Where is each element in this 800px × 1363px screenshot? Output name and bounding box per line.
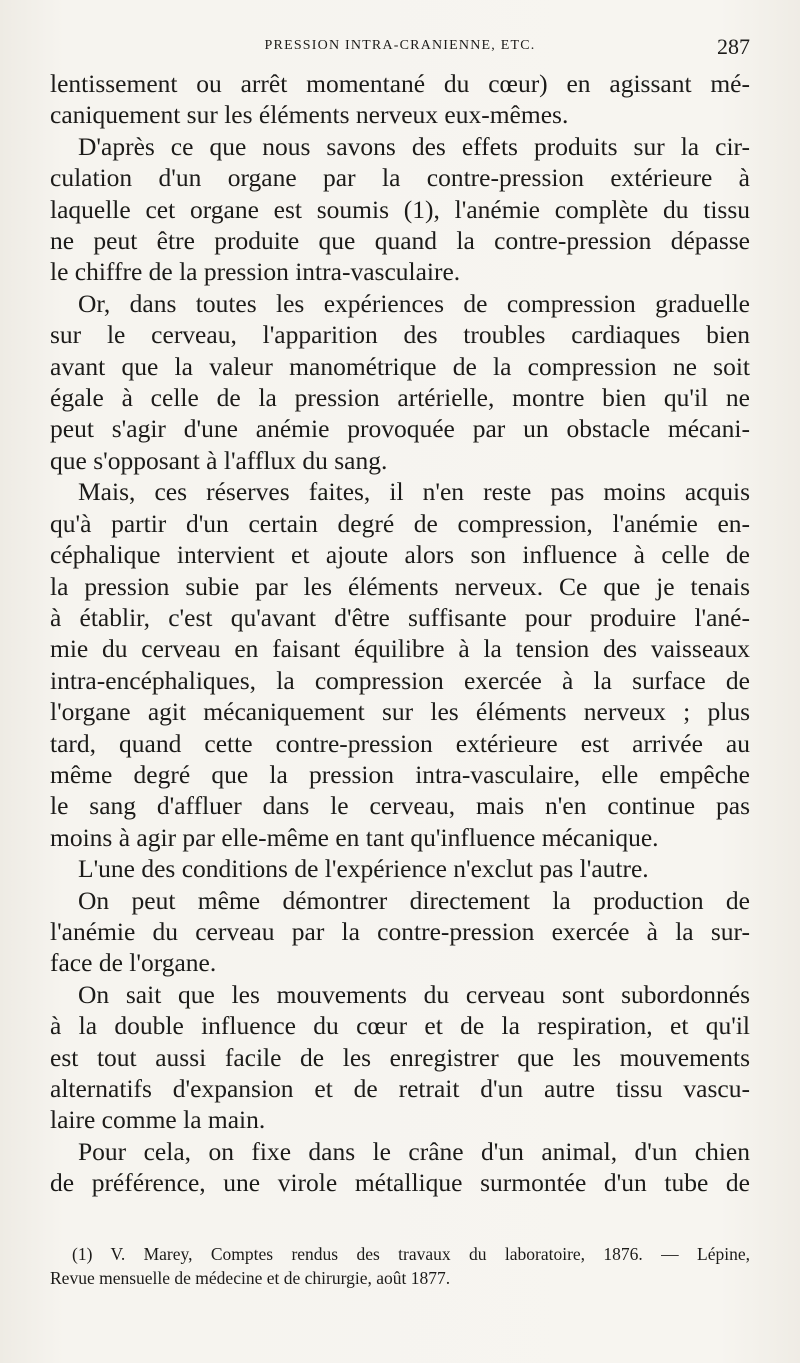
text-line: l'anémie du cerveau par la contre-pression exercée à la sur- (50, 916, 750, 946)
text-line: laquelle cet organe est soumis (1), l'anémie complète du tissu (50, 194, 750, 224)
text-line: face de l'organe. (50, 948, 217, 978)
text-line: l'organe agit mécaniquement sur les éléments nerveux ; plus (50, 697, 750, 727)
text-line: intra-encéphaliques, la compression exercée à la surface de (50, 665, 750, 695)
body-text (50, 68, 750, 1199)
text-line: est tout aussi facile de les enregistrer que les mouvements (50, 1042, 750, 1072)
text-line: D'après ce que nous savons des effets produits sur la cir- (78, 131, 750, 161)
text-line: laire comme la main. (50, 1105, 266, 1135)
text-line: que s'opposant à l'afflux du sang. (50, 445, 388, 475)
text-line: On sait que les mouvements du cerveau sont subordonnés (78, 979, 750, 1009)
text-line: égale à celle de la pression artérielle, montre bien qu'il ne (50, 383, 750, 413)
text-line: caniquement sur les éléments nerveux eux-mêmes. (50, 100, 569, 130)
text-line: tard, quand cette contre-pression extérieure est arrivée au (50, 728, 750, 758)
text-line: qu'à partir d'un certain degré de compression, l'anémie en- (50, 508, 750, 538)
text-line: ne peut être produite que quand la contre-pression dépasse (50, 226, 750, 256)
text-line: Or, dans toutes les expériences de compression graduelle (78, 288, 750, 318)
text-line: à la double influence du cœur et de la respiration, et qu'il (50, 1011, 750, 1041)
text-line: L'une des conditions de l'expérience n'exclut pas l'autre. (78, 854, 649, 884)
text-line: céphalique intervient et ajoute alors son influence à celle de (50, 540, 750, 570)
text-line: avant que la valeur manométrique de la compression ne soit (50, 351, 750, 381)
text-line: à établir, c'est qu'avant d'être suffisante pour produire l'ané- (50, 602, 750, 632)
text-line: le chiffre de la pression intra-vasculaire. (50, 257, 461, 287)
text-line: alternatifs d'expansion et de retrait d'un autre tissu vascu- (50, 1074, 750, 1103)
text-line: lentissement ou arrêt momentané du cœur) en agissant mé- (50, 69, 750, 98)
footnote (50, 1242, 750, 1290)
text-line: le sang d'affluer dans le cerveau, mais n'en continue pas (50, 791, 750, 821)
page-number: 287 (717, 34, 750, 59)
footnote-line: Revue mensuelle de médecine et de chirurgie, août 1877. (50, 1268, 451, 1288)
text-line: On peut même démontrer directement la production de (78, 885, 750, 915)
text-line: culation d'un organe par la contre-pression extérieure à (50, 163, 750, 193)
text-line: mie du cerveau en faisant équilibre à la tension des vaisseaux (50, 634, 750, 664)
running-head (50, 34, 750, 64)
text-line: sur le cerveau, l'apparition des troubles cardiaques bien (50, 320, 750, 350)
running-title: PRESSION INTRA-CRANIENNE, ETC. (264, 38, 536, 53)
text-line: la pression subie par les éléments nerveux. Ce que je tenais (50, 571, 750, 601)
footnote-line: (1) V. Marey, Comptes rendus des travaux du laboratoire, 1876. — Lépine, (72, 1244, 750, 1264)
text-line: Mais, ces réserves faites, il n'en reste pas moins acquis (78, 477, 750, 507)
text-line: même degré que la pression intra-vasculaire, elle empêche (50, 759, 750, 789)
text-line: Pour cela, on fixe dans le crâne d'un animal, d'un chien (78, 1136, 750, 1166)
text-line: moins à agir par elle-même en tant qu'influence mécanique. (50, 822, 659, 852)
text-line: peut s'agir d'une anémie provoquée par un obstacle mécani- (50, 414, 750, 444)
text-line: de préférence, une virole métallique surmontée d'un tube de (50, 1168, 750, 1198)
